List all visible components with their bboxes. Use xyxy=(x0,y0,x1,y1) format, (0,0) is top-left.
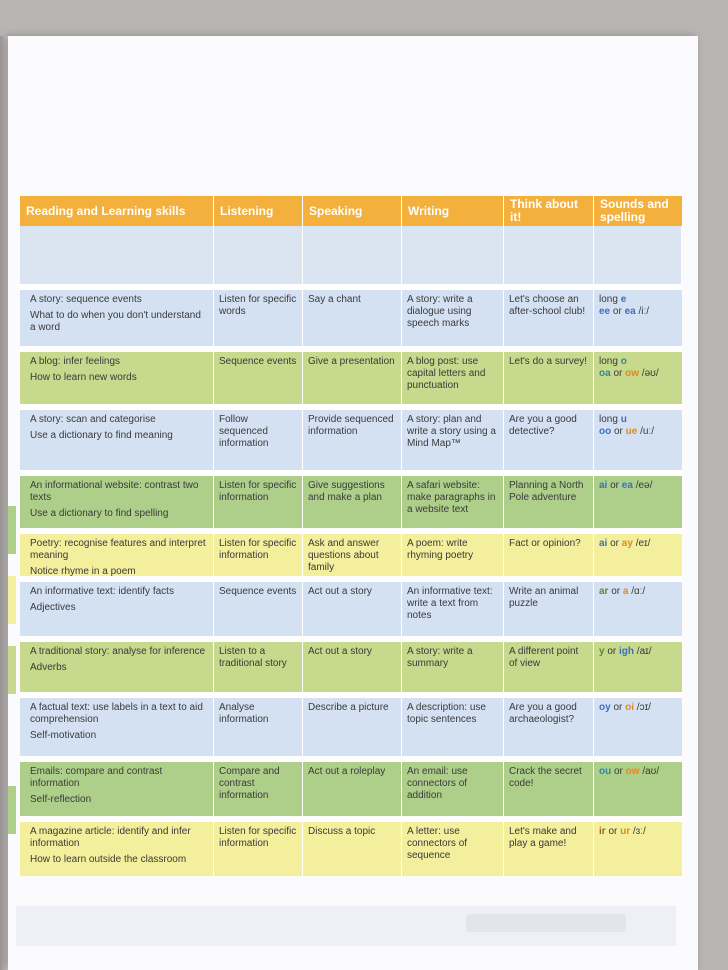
grapheme: a xyxy=(622,586,629,597)
or-text: or xyxy=(605,826,621,837)
reading-skill-text: A factual text: use labels in a text to aid comprehension xyxy=(30,702,203,725)
phonetic-symbol: /eɪ/ xyxy=(632,538,651,549)
sound-heading-letter: e xyxy=(620,294,627,305)
sounds-spelling-cell xyxy=(594,476,682,528)
grapheme: igh xyxy=(619,646,635,657)
phonetic-symbol: /ɔɪ/ xyxy=(634,702,651,713)
think-about-it-cell xyxy=(504,582,594,636)
grapheme: ou xyxy=(599,766,612,777)
table-spacer-row xyxy=(20,226,682,284)
writing-text: A story: write a dialogue using speech marks xyxy=(407,294,473,329)
sounds-spelling-cell xyxy=(594,410,682,470)
grapheme: ee xyxy=(599,306,611,317)
reading-skill-text: Poetry: recognise features and interpret meaning xyxy=(30,538,206,561)
writing-cell xyxy=(402,476,504,528)
reading-skill-text: A story: scan and categorise xyxy=(30,414,156,425)
writing-text: A story: plan and write a story using a Mind Map™ xyxy=(407,414,496,449)
sounds-spelling-cell xyxy=(594,534,682,576)
sounds-spelling-cell xyxy=(594,762,682,816)
think-text: Crack the secret code! xyxy=(509,766,582,789)
speaking-cell xyxy=(303,822,402,876)
speaking-text: Give a presentation xyxy=(308,356,395,367)
reading-skills-cell xyxy=(20,352,214,404)
sounds-spelling-cell xyxy=(594,290,682,346)
side-tab xyxy=(8,786,16,834)
reading-skills-cell xyxy=(20,534,214,576)
listening-text: Listen for specific words xyxy=(219,294,297,317)
speaking-cell xyxy=(303,582,402,636)
grapheme: ai xyxy=(599,538,608,549)
or-text: or xyxy=(610,702,626,713)
writing-cell xyxy=(402,534,504,576)
sound-heading-word: long xyxy=(599,414,621,425)
speaking-text: Ask and answer questions about family xyxy=(308,538,380,573)
grapheme: ur xyxy=(620,826,631,837)
table-row xyxy=(20,470,682,528)
speaking-text: Act out a story xyxy=(308,586,372,597)
grapheme: oa xyxy=(599,368,611,379)
side-tab xyxy=(8,506,16,554)
sound-heading-letter: o xyxy=(620,356,627,367)
speaking-cell xyxy=(303,642,402,692)
table-row xyxy=(20,692,682,756)
writing-cell xyxy=(402,582,504,636)
header-think: Think about it! xyxy=(504,196,594,226)
think-about-it-cell xyxy=(504,642,594,692)
speaking-text: Provide sequenced information xyxy=(308,414,394,437)
listening-text: Analyse information xyxy=(219,702,269,725)
speaking-cell xyxy=(303,476,402,528)
grapheme: ue xyxy=(625,426,638,437)
listening-cell xyxy=(214,762,303,816)
or-text: or xyxy=(611,766,626,777)
phonetic-symbol: /iː/ xyxy=(635,306,650,317)
think-text: Planning a North Pole adventure xyxy=(509,480,584,503)
reading-skill-text: A story: sequence events xyxy=(30,294,142,305)
or-text: or xyxy=(607,538,622,549)
spelling-pattern xyxy=(599,368,677,380)
writing-cell xyxy=(402,352,504,404)
writing-cell xyxy=(402,762,504,816)
speaking-text: Give suggestions and make a plan xyxy=(308,480,385,503)
think-about-it-cell xyxy=(504,352,594,404)
think-text: Fact or opinion? xyxy=(509,538,581,549)
footer-shape xyxy=(466,914,626,932)
listening-cell xyxy=(214,476,303,528)
listening-text: Listen to a traditional story xyxy=(219,646,287,669)
speaking-cell xyxy=(303,410,402,470)
writing-text: A description: use topic sentences xyxy=(407,702,486,725)
spelling-pattern xyxy=(599,538,677,550)
grapheme: y xyxy=(599,646,605,657)
sounds-spelling-cell xyxy=(594,352,682,404)
listening-text: Listen for specific information xyxy=(219,538,297,561)
reading-skill-text: Emails: compare and contrast information xyxy=(30,766,163,789)
reading-skills-cell xyxy=(20,582,214,636)
listening-cell xyxy=(214,410,303,470)
phonetic-symbol: /əʊ/ xyxy=(639,368,659,379)
header-listening: Listening xyxy=(214,196,303,226)
think-text: Are you a good archaeologist? xyxy=(509,702,577,725)
reading-skill-text: Self-motivation xyxy=(30,730,97,741)
reading-skill-text: A magazine article: identify and infer information xyxy=(30,826,191,849)
listening-cell xyxy=(214,534,303,576)
speaking-text: Describe a picture xyxy=(308,702,389,713)
table-body xyxy=(20,284,682,876)
sounds-spelling-cell xyxy=(594,822,682,876)
header-sounds: Sounds and spelling xyxy=(600,197,669,224)
writing-cell xyxy=(402,290,504,346)
reading-skill-text: An informative text: identify facts xyxy=(30,586,174,597)
speaking-cell xyxy=(303,534,402,576)
grapheme: ea xyxy=(624,306,636,317)
sound-heading-letter: u xyxy=(620,414,627,425)
reading-skill-text: Use a dictionary to find spelling xyxy=(30,508,169,519)
grapheme: oy xyxy=(599,702,611,713)
side-tab xyxy=(8,646,16,694)
sound-heading xyxy=(599,414,677,426)
grapheme: ai xyxy=(599,480,608,491)
sound-heading xyxy=(599,356,677,368)
table-row xyxy=(20,284,682,346)
grapheme: ir xyxy=(599,826,606,837)
phonetic-symbol: /ɜː/ xyxy=(630,826,646,837)
phonetic-symbol: /aʊ/ xyxy=(639,766,660,777)
phonetic-symbol: /aɪ/ xyxy=(634,646,652,657)
speaking-cell xyxy=(303,762,402,816)
writing-cell xyxy=(402,822,504,876)
writing-text: A safari website: make paragraphs in a website text xyxy=(407,480,496,515)
writing-text: A poem: write rhyming poetry xyxy=(407,538,474,561)
or-text: or xyxy=(604,646,620,657)
faint-page-title-show-through xyxy=(338,84,354,135)
reading-skills-cell xyxy=(20,762,214,816)
side-tab xyxy=(8,576,16,624)
reading-skill-text: Use a dictionary to find meaning xyxy=(30,430,173,441)
think-about-it-cell xyxy=(504,410,594,470)
grapheme: oi xyxy=(625,702,635,713)
sounds-spelling-cell xyxy=(594,698,682,756)
spelling-pattern xyxy=(599,826,677,838)
or-text: or xyxy=(611,426,626,437)
speaking-cell xyxy=(303,352,402,404)
listening-text: Compare and contrast information xyxy=(219,766,280,801)
reading-skills-cell xyxy=(20,290,214,346)
writing-cell xyxy=(402,410,504,470)
think-text: A different point of view xyxy=(509,646,579,669)
think-about-it-cell xyxy=(504,698,594,756)
reading-skills-cell xyxy=(20,698,214,756)
writing-text: An informative text: write a text from notes xyxy=(407,586,493,621)
table-row xyxy=(20,756,682,816)
think-text: Let's make and play a game! xyxy=(509,826,577,849)
speaking-cell xyxy=(303,290,402,346)
header-speaking: Speaking xyxy=(303,196,402,226)
listening-text: Listen for specific information xyxy=(219,826,297,849)
listening-cell xyxy=(214,642,303,692)
phonetic-symbol: /uː/ xyxy=(637,426,655,437)
spelling-pattern xyxy=(599,702,677,714)
or-text: or xyxy=(610,306,625,317)
spelling-pattern xyxy=(599,306,677,318)
speaking-text: Discuss a topic xyxy=(308,826,376,837)
syllabus-table xyxy=(20,196,682,876)
think-about-it-cell xyxy=(504,822,594,876)
reading-skill-text: Adverbs xyxy=(30,662,67,673)
listening-cell xyxy=(214,352,303,404)
header-writing: Writing xyxy=(402,196,504,226)
table-header-row xyxy=(20,196,682,226)
listening-cell xyxy=(214,290,303,346)
reading-skill-text: Notice rhyme in a poem xyxy=(30,566,136,577)
think-text: Let's choose an after-school club! xyxy=(509,294,586,317)
listening-cell xyxy=(214,698,303,756)
table-row xyxy=(20,636,682,692)
grapheme: ow xyxy=(625,766,640,777)
listening-text: Sequence events xyxy=(219,356,297,367)
speaking-text: Say a chant xyxy=(308,294,361,305)
spelling-pattern xyxy=(599,426,677,438)
grapheme: ea xyxy=(621,480,633,491)
reading-skills-cell xyxy=(20,822,214,876)
or-text: or xyxy=(610,368,626,379)
think-about-it-cell xyxy=(504,762,594,816)
listening-text: Follow sequenced information xyxy=(219,414,269,449)
reading-skill-text: An informational website: contrast two texts xyxy=(30,480,199,503)
think-text: Let's do a survey! xyxy=(509,356,588,367)
sound-heading xyxy=(599,294,677,306)
think-about-it-cell xyxy=(504,290,594,346)
spelling-pattern xyxy=(599,480,677,492)
speaking-cell xyxy=(303,698,402,756)
reading-skill-text: How to learn new words xyxy=(30,372,137,383)
writing-cell xyxy=(402,698,504,756)
think-text: Write an animal puzzle xyxy=(509,586,579,609)
sound-heading-word: long xyxy=(599,294,621,305)
phonetic-symbol: /ɑː/ xyxy=(628,586,646,597)
spelling-pattern xyxy=(599,766,677,778)
writing-text: A letter: use connectors of sequence xyxy=(407,826,468,861)
listening-cell xyxy=(214,822,303,876)
or-text: or xyxy=(608,586,623,597)
header-reading: Reading and Learning skills xyxy=(20,196,214,226)
sounds-spelling-cell xyxy=(594,642,682,692)
table-row xyxy=(20,404,682,470)
page-footer-band xyxy=(16,906,676,946)
book-page xyxy=(8,36,698,970)
reading-skill-text: How to learn outside the classroom xyxy=(30,854,187,865)
speaking-text: Act out a roleplay xyxy=(308,766,386,777)
spelling-pattern xyxy=(599,646,677,658)
reading-skills-cell xyxy=(20,476,214,528)
writing-text: An email: use connectors of addition xyxy=(407,766,468,801)
writing-text: A story: write a summary xyxy=(407,646,473,669)
listening-text: Sequence events xyxy=(219,586,297,597)
reading-skill-text: A traditional story: analyse for inference xyxy=(30,646,206,657)
table-row xyxy=(20,346,682,404)
speaking-text: Act out a story xyxy=(308,646,372,657)
reading-skill-text: Self-reflection xyxy=(30,794,92,805)
sound-heading-word: long xyxy=(599,356,621,367)
reading-skills-cell xyxy=(20,642,214,692)
writing-cell xyxy=(402,642,504,692)
writing-text: A blog post: use capital letters and punctuation xyxy=(407,356,486,391)
phonetic-symbol: /eə/ xyxy=(632,480,653,491)
grapheme: ow xyxy=(625,368,640,379)
table-row xyxy=(20,528,682,576)
grapheme: ar xyxy=(599,586,609,597)
listening-text: Listen for specific information xyxy=(219,480,297,503)
reading-skill-text: A blog: infer feelings xyxy=(30,356,121,367)
think-about-it-cell xyxy=(504,476,594,528)
reading-skill-text: Adjectives xyxy=(30,602,76,613)
grapheme: ay xyxy=(621,538,633,549)
listening-cell xyxy=(214,582,303,636)
or-text: or xyxy=(607,480,622,491)
table-row xyxy=(20,576,682,636)
think-text: Are you a good detective? xyxy=(509,414,577,437)
table-row xyxy=(20,816,682,876)
spelling-pattern xyxy=(599,586,677,598)
sounds-spelling-cell xyxy=(594,582,682,636)
think-about-it-cell xyxy=(504,534,594,576)
reading-skill-text: What to do when you don't understand a word xyxy=(30,310,201,333)
grapheme: oo xyxy=(599,426,612,437)
reading-skills-cell xyxy=(20,410,214,470)
